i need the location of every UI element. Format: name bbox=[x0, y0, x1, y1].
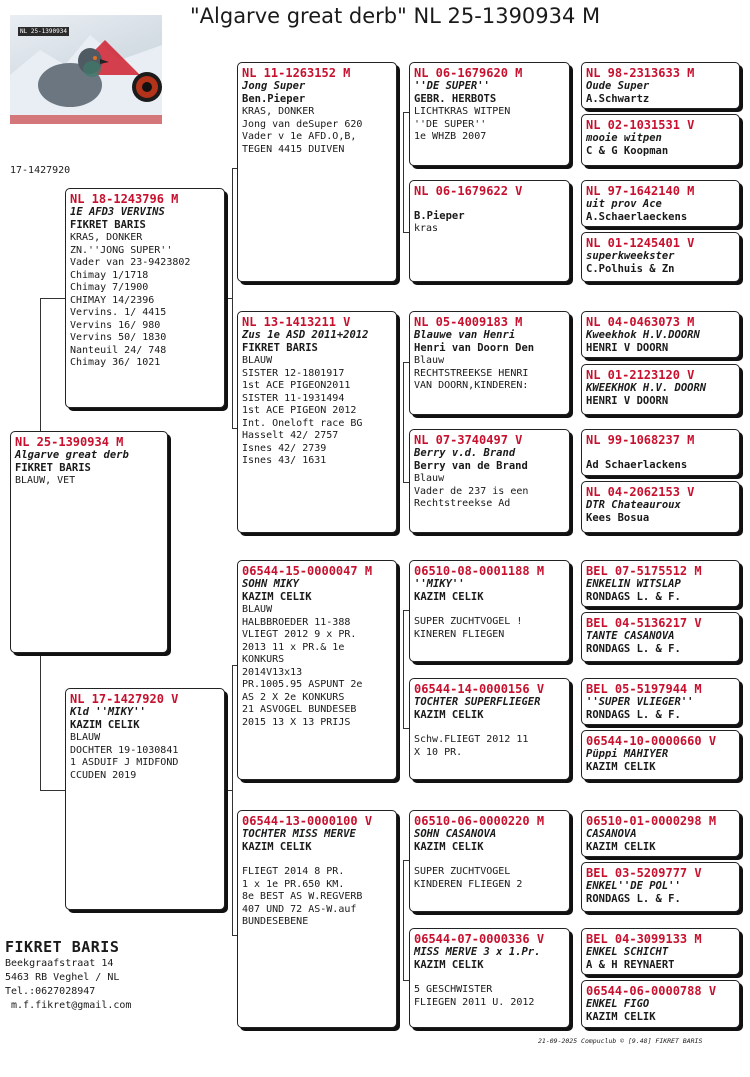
ring-number: 06510-06-0000220 M bbox=[414, 814, 545, 828]
breeder-name: KAZIM CELIK bbox=[586, 1011, 656, 1023]
pigeon-name bbox=[586, 447, 735, 459]
connector-line bbox=[232, 665, 233, 935]
pigeon-name: mooie witpen bbox=[586, 132, 662, 144]
pigeon-name: DTR Chateauroux bbox=[586, 499, 681, 511]
info-line: KINEREN FLIEGEN bbox=[414, 628, 505, 640]
info-line: BLAUW bbox=[242, 355, 273, 366]
owner-email: m.f.fikret@gmail.com bbox=[5, 1000, 132, 1011]
pigeon-name: KWEEKHOK H.V. DOORN bbox=[586, 382, 707, 394]
connector-line bbox=[225, 790, 233, 791]
ring-number: 06544-13-0000100 V bbox=[242, 814, 373, 828]
breeder-name: Henri van Doorn Den bbox=[414, 342, 535, 354]
info-line: VAN DOORN,KINDEREN: bbox=[414, 380, 529, 391]
info-line: AS 2 X 2e KONKURS bbox=[242, 691, 345, 703]
info-line: 2014V13x13 bbox=[242, 666, 303, 678]
pigeon-name: superkweekster bbox=[586, 250, 675, 262]
sire-sire-card bbox=[237, 62, 397, 282]
ancestor-card bbox=[581, 311, 740, 358]
info-line: KRAS, DONKER bbox=[242, 106, 315, 117]
pigeon-name: ''DE SUPER'' bbox=[414, 80, 490, 92]
ancestor-card bbox=[581, 560, 740, 607]
info-line: KRAS, DONKER bbox=[70, 232, 143, 243]
ring-number: 06544-10-0000660 V bbox=[586, 734, 717, 748]
ancestor-card bbox=[581, 232, 740, 282]
breeder-name: KAZIM CELIK bbox=[586, 761, 656, 773]
info-line: BUNDESEBENE bbox=[242, 916, 309, 927]
connector-line bbox=[403, 362, 404, 482]
info-line: Chimay 1/1718 bbox=[70, 269, 149, 281]
info-line: Schw.FLIEGT 2012 11 bbox=[414, 734, 529, 745]
info-line: RECHTSTREEKSE HENRI bbox=[414, 367, 529, 379]
info-line: HALBBROEDER 11-388 bbox=[242, 616, 351, 628]
info-line: Nanteuil 24/ 748 bbox=[70, 344, 167, 356]
ssd-card bbox=[409, 180, 570, 282]
info-line: PR.1005.95 ASPUNT 2e bbox=[242, 679, 363, 690]
info-line bbox=[414, 854, 565, 866]
ring-number: NL 17-1427920 V bbox=[70, 692, 179, 706]
pigeon-photo bbox=[10, 15, 162, 124]
info-line bbox=[242, 854, 392, 866]
dam-sire-card bbox=[237, 560, 397, 780]
info-line: Hasselt 42/ 2757 bbox=[242, 430, 339, 441]
info-line: FLIEGEN 2011 U. 2012 bbox=[414, 996, 535, 1008]
breeder-name: KAZIM CELIK bbox=[70, 719, 140, 731]
ancestor-card bbox=[581, 62, 740, 109]
owner-name: FIKRET BARIS bbox=[5, 938, 120, 956]
info-line: SUPER ZUCHTVOGEL bbox=[414, 866, 511, 877]
pigeon-name: SOHN CASANOVA bbox=[414, 828, 497, 840]
connector-line bbox=[40, 298, 41, 431]
owner-street: Beekgraafstraat 14 bbox=[5, 958, 114, 969]
info-line: BLAUW, VET bbox=[15, 475, 76, 486]
pigeon-name: Kld ''MIKY'' bbox=[70, 706, 146, 718]
ring-number: BEL 04-3099133 M bbox=[586, 932, 702, 946]
info-line: Rechtstreekse Ad bbox=[414, 498, 511, 509]
connector-line bbox=[403, 112, 404, 232]
photo-ring-text: NL 25-1390934 bbox=[20, 28, 67, 35]
ring-number: 06544-07-0000336 V bbox=[414, 932, 545, 946]
ring-number: NL 13-1413211 V bbox=[242, 315, 351, 329]
dam-dam-card bbox=[237, 810, 397, 1028]
info-line: SISTER 11-1931494 bbox=[242, 392, 345, 404]
pigeon-name: SOHN MIKY bbox=[242, 578, 299, 590]
owner-city: 5463 RB Veghel / NL bbox=[5, 972, 120, 983]
pigeon-name: 1E AFD3 VERVINS bbox=[70, 206, 165, 218]
ring-number: NL 05-4009183 M bbox=[414, 315, 523, 329]
info-line: Chimay 7/1900 bbox=[70, 282, 149, 293]
ring-number: 06544-14-0000156 V bbox=[414, 682, 545, 696]
ring-number: BEL 05-5197944 M bbox=[586, 682, 702, 696]
info-line bbox=[414, 972, 565, 984]
breeder-name: C & G Koopman bbox=[586, 145, 669, 157]
breeder-name: A.Schaerlaeckens bbox=[586, 211, 688, 223]
info-line: Vervins. 1/ 4415 bbox=[70, 307, 167, 318]
ring-number: 06544-15-0000047 M bbox=[242, 564, 373, 578]
ancestor-card bbox=[581, 114, 740, 166]
info-line: X 10 PR. bbox=[414, 746, 463, 758]
footer-credit: 21-09-2025 Compuclub © [9.48] FIKRET BARIS bbox=[538, 1037, 703, 1045]
pigeon-name: ENKEL''DE POL'' bbox=[586, 880, 681, 892]
info-line: 1e WHZB 2007 bbox=[414, 131, 487, 142]
info-line: ZN.''JONG SUPER'' bbox=[70, 244, 173, 256]
ancestor-card bbox=[581, 678, 740, 725]
breeder-name: KAZIM CELIK bbox=[414, 959, 484, 971]
info-line: SUPER ZUCHTVOGEL ! bbox=[414, 616, 523, 627]
dss-card bbox=[409, 560, 570, 662]
ring-number: NL 01-2123120 V bbox=[586, 368, 695, 382]
info-line: 2015 13 X 13 PRIJS bbox=[242, 716, 351, 728]
sibling-reference: 17-1427920 bbox=[10, 165, 71, 176]
info-line: kras bbox=[414, 223, 439, 234]
pigeon-name: uit prov Ace bbox=[586, 198, 662, 210]
ring-number: NL 97-1642140 M bbox=[586, 184, 695, 198]
connector-line bbox=[40, 790, 65, 791]
breeder-name: Kees Bosua bbox=[586, 512, 650, 524]
sire-dam-card bbox=[237, 311, 397, 533]
breeder-name: B.Pieper bbox=[414, 210, 465, 222]
info-line: Blauw bbox=[414, 473, 445, 484]
info-line: ''DE SUPER'' bbox=[414, 118, 487, 130]
info-line: FLIEGT 2014 8 PR. bbox=[242, 866, 345, 877]
info-line: 21 ASVOGEL BUNDESEB bbox=[242, 704, 357, 715]
connector-line bbox=[40, 298, 65, 299]
ring-number: NL 06-1679620 M bbox=[414, 66, 523, 80]
ancestor-card bbox=[581, 928, 740, 975]
info-line: Vader de 237 is een bbox=[414, 485, 529, 497]
breeder-name: Ben.Pieper bbox=[242, 93, 306, 105]
ring-number: NL 02-1031531 V bbox=[586, 118, 695, 132]
pigeon-name: TANTE CASANOVA bbox=[586, 630, 675, 642]
ring-number: NL 06-1679622 V bbox=[414, 184, 523, 198]
sdd-card bbox=[409, 429, 570, 533]
ddd-card bbox=[409, 928, 570, 1028]
info-line: 5 GESCHWISTER bbox=[414, 984, 493, 995]
info-line: BLAUW bbox=[242, 604, 273, 615]
breeder-name: FIKRET BARIS bbox=[242, 342, 318, 354]
breeder-name: KAZIM CELIK bbox=[242, 591, 312, 603]
info-line: Chimay 36/ 1021 bbox=[70, 357, 161, 368]
info-line: Isnes 43/ 1631 bbox=[242, 455, 327, 466]
subject-card bbox=[10, 431, 168, 653]
breeder-name: RONDAGS L. & F. bbox=[586, 591, 681, 603]
info-line: KINDEREN FLIEGEN 2 bbox=[414, 878, 523, 890]
ring-number: 06510-08-0001188 M bbox=[414, 564, 545, 578]
owner-block bbox=[5, 937, 131, 1013]
breeder-name: C.Polhuis & Zn bbox=[586, 263, 675, 275]
ring-number: BEL 07-5175512 M bbox=[586, 564, 702, 578]
info-line: Vader van 23-9423802 bbox=[70, 257, 191, 268]
breeder-name: FIKRET BARIS bbox=[15, 462, 91, 474]
breeder-name: RONDAGS L. & F. bbox=[586, 643, 681, 655]
breeder-name: KAZIM CELIK bbox=[586, 841, 656, 853]
info-line: SISTER 12-1801917 bbox=[242, 367, 345, 379]
info-line: 2013 11 x PR.& 1e bbox=[242, 641, 345, 653]
ancestor-card bbox=[581, 810, 740, 857]
info-line: Jong van deSuper 620 bbox=[242, 118, 363, 130]
info-line: 8e BEST AS W.REGVERB bbox=[242, 891, 363, 902]
pigeon-name: MISS MERVE 3 x 1.Pr. bbox=[414, 946, 541, 958]
page-title: "Algarve great derb" NL 25-1390934 M bbox=[190, 4, 601, 28]
ancestor-card bbox=[581, 481, 740, 533]
ancestor-card bbox=[581, 612, 740, 662]
connector-line bbox=[403, 610, 404, 728]
pigeon-name: Algarve great derb bbox=[15, 449, 129, 461]
breeder-name: HENRI V DOORN bbox=[586, 342, 669, 354]
breeder-name: KAZIM CELIK bbox=[414, 841, 484, 853]
dsd-card bbox=[409, 678, 570, 780]
info-line: KONKURS bbox=[242, 654, 285, 665]
info-line: CHIMAY 14/2396 bbox=[70, 294, 155, 306]
pigeon-name: ENKEL SCHICHT bbox=[586, 946, 669, 958]
breeder-name: GEBR. HERBOTS bbox=[414, 93, 497, 105]
pigeon-name bbox=[414, 198, 565, 210]
ancestor-card bbox=[581, 180, 740, 227]
info-line: Vervins 50/ 1830 bbox=[70, 332, 167, 343]
ancestor-card bbox=[581, 980, 740, 1028]
info-line: 1 ASDUIF J MIDFOND bbox=[70, 757, 179, 768]
info-line: DOCHTER 19-1030841 bbox=[70, 744, 179, 756]
ancestor-card bbox=[581, 862, 740, 912]
info-line: TEGEN 4415 DUIVEN bbox=[242, 143, 345, 155]
ancestor-card bbox=[581, 364, 740, 415]
pigeon-name: ENKELIN WITSLAP bbox=[586, 578, 681, 590]
info-line: 1 x 1e PR.650 KM. bbox=[242, 878, 345, 890]
pigeon-name: ENKEL FIGO bbox=[586, 998, 650, 1010]
breeder-name: RONDAGS L. & F. bbox=[586, 709, 681, 721]
pigeon-name: Kweekhok H.V.DOORN bbox=[586, 329, 700, 341]
sss-card bbox=[409, 62, 570, 166]
connector-line bbox=[225, 298, 233, 299]
ring-number: NL 07-3740497 V bbox=[414, 433, 523, 447]
info-line: Vader v 1e AFD.O,B, bbox=[242, 131, 357, 142]
pigeon-name: ''MIKY'' bbox=[414, 578, 465, 590]
sds-card bbox=[409, 311, 570, 415]
info-line: Blauw bbox=[414, 355, 445, 366]
dam-card bbox=[65, 688, 225, 910]
info-line: 1st ACE PIGEON 2012 bbox=[242, 405, 357, 416]
breeder-name: A & H REYNAERT bbox=[586, 959, 675, 971]
breeder-name: KAZIM CELIK bbox=[414, 591, 484, 603]
ring-number: NL 01-1245401 V bbox=[586, 236, 695, 250]
ring-number: 06544-06-0000788 V bbox=[586, 984, 717, 998]
breeder-name: HENRI V DOORN bbox=[586, 395, 669, 407]
ring-number: NL 11-1263152 M bbox=[242, 66, 351, 80]
pigeon-name: Jong Super bbox=[242, 80, 306, 92]
info-line bbox=[414, 722, 565, 734]
ring-number: NL 98-2313633 M bbox=[586, 66, 695, 80]
sire-card bbox=[65, 188, 225, 408]
breeder-name: KAZIM CELIK bbox=[242, 841, 312, 853]
pigeon-name: Püppi MAHIYER bbox=[586, 748, 669, 760]
pigeon-name: TOCHTER SUPERFLIEGER bbox=[414, 696, 541, 708]
info-line: LICHTKRAS WITPEN bbox=[414, 106, 511, 117]
ring-number: NL 04-0463073 M bbox=[586, 315, 695, 329]
pigeon-name: Blauwe van Henri bbox=[414, 329, 516, 341]
dds-card bbox=[409, 810, 570, 912]
info-line bbox=[414, 604, 565, 616]
ancestor-card bbox=[581, 429, 740, 476]
breeder-name: A.Schwartz bbox=[586, 93, 650, 105]
owner-tel: Tel.:0627028947 bbox=[5, 986, 96, 997]
pigeon-name: CASANOVA bbox=[586, 828, 637, 840]
info-line: 407 UND 72 AS-W.auf bbox=[242, 903, 357, 915]
ring-number: BEL 04-5136217 V bbox=[586, 616, 702, 630]
ring-number: 06510-01-0000298 M bbox=[586, 814, 717, 828]
breeder-name: KAZIM CELIK bbox=[414, 709, 484, 721]
ring-number: NL 25-1390934 M bbox=[15, 435, 124, 449]
info-line: Int. Oneloft race BG bbox=[242, 417, 363, 429]
info-line: Vervins 16/ 980 bbox=[70, 319, 161, 331]
breeder-name: Berry van de Brand bbox=[414, 460, 528, 472]
pigeon-name: ''SUPER VLIEGER'' bbox=[586, 696, 694, 708]
breeder-name: FIKRET BARIS bbox=[70, 219, 146, 231]
pigeon-name: Oude Super bbox=[586, 80, 650, 92]
connector-line bbox=[40, 655, 41, 790]
info-line: 1st ACE PIGEON2011 bbox=[242, 380, 351, 391]
ring-number: NL 99-1068237 M bbox=[586, 433, 695, 447]
pigeon-name: Berry v.d. Brand bbox=[414, 447, 516, 459]
pigeon-name: TOCHTER MISS MERVE bbox=[242, 828, 356, 840]
ring-number: NL 04-2062153 V bbox=[586, 485, 695, 499]
breeder-name: RONDAGS L. & F. bbox=[586, 893, 681, 905]
info-line: Isnes 42/ 2739 bbox=[242, 442, 327, 454]
info-line: BLAUW bbox=[70, 732, 101, 743]
breeder-name: Ad Schaerlackens bbox=[586, 459, 688, 471]
ring-number: NL 18-1243796 M bbox=[70, 192, 179, 206]
info-line: CCUDEN 2019 bbox=[70, 769, 137, 781]
pigeon-name: Zus 1e ASD 2011+2012 bbox=[242, 329, 369, 341]
ring-number: BEL 03-5209777 V bbox=[586, 866, 702, 880]
info-line: VLIEGT 2012 9 x PR. bbox=[242, 629, 357, 640]
connector-line bbox=[403, 860, 404, 980]
ancestor-card bbox=[581, 730, 740, 780]
